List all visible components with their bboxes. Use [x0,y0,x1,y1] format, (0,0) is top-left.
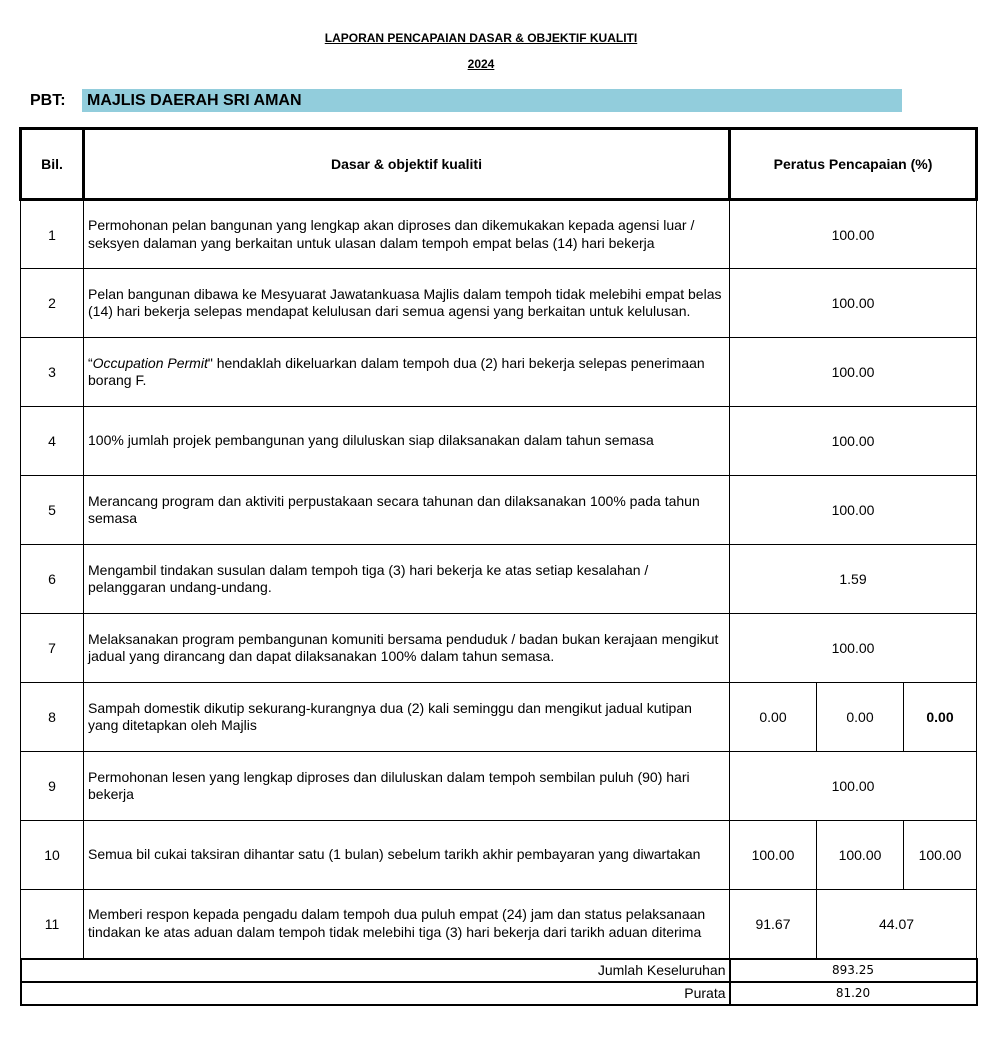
row-description: “Occupation Permit" hendaklah dikeluarkan dalam tempoh dua (2) hari bekerja selepas penerimaan borang F. [84,338,730,407]
row-value-2: 0.00 [817,683,904,752]
row-value: 100.00 [730,752,977,821]
row-value: 100.00 [730,614,977,683]
row-description: 100% jumlah projek pembangunan yang diluluskan siap dilaksanakan dalam tahun semasa [84,407,730,476]
row-value: 100.00 [730,269,977,338]
row-number: 7 [21,614,84,683]
row-number: 9 [21,752,84,821]
average-label: Purata [21,982,730,1005]
table-row [21,200,977,269]
average-value: 81.20 [730,982,977,1005]
col-header-bil: Bil. [21,129,84,200]
row-number: 11 [21,890,84,959]
row-value: 100.00 [730,476,977,545]
table-row [21,407,977,476]
row-value-3: 100.00 [904,821,977,890]
table-row [21,890,977,959]
table-row [21,683,977,752]
row-description: Permohonan pelan bangunan yang lengkap akan diproses dan dikemukakan kepada agensi luar / seksyen dalaman yang berkaitan untuk ulasan dalam tempoh empat belas (14) hari bekerja [84,200,730,269]
row-number: 10 [21,821,84,890]
average-row [21,982,977,1005]
row-value: 100.00 [730,200,977,269]
row-value-2: 100.00 [817,821,904,890]
row-number: 8 [21,683,84,752]
table-row [21,614,977,683]
row-number: 4 [21,407,84,476]
row-number: 2 [21,269,84,338]
total-label: Jumlah Keseluruhan [21,959,730,982]
table-row [21,269,977,338]
table-row [21,752,977,821]
row-description: Merancang program dan aktiviti perpustakaan secara tahunan dan dilaksanakan 100% pada tahun semasa [84,476,730,545]
occupation-permit-term: Occupation Permit [92,354,208,371]
row-number: 3 [21,338,84,407]
row-number: 1 [21,200,84,269]
row-value-1: 100.00 [730,821,817,890]
row-number: 5 [21,476,84,545]
table-row [21,338,977,407]
row-description: Permohonan lesen yang lengkap diproses dan diluluskan dalam tempoh sembilan puluh (90) hari bekerja [84,752,730,821]
row-value-1: 91.67 [730,890,817,959]
row-value-2: 44.07 [817,890,977,959]
row-description: Sampah domestik dikutip sekurang-kurangnya dua (2) kali seminggu dan mengikut jadual kutipan yang ditetapkan oleh Majlis [84,683,730,752]
table-row [21,545,977,614]
row-value-3: 0.00 [904,683,977,752]
row-description: Melaksanakan program pembangunan komuniti bersama penduduk / badan bukan kerajaan mengikut jadual yang dirancang dan dapat dilaksanakan 100% dalam tahun semasa. [84,614,730,683]
quality-objectives-table [19,127,978,1006]
row-description: Mengambil tindakan susulan dalam tempoh tiga (3) hari bekerja ke atas setiap kesalahan / pelanggaran undang-undang. [84,545,730,614]
total-row [21,959,977,982]
row-value: 1.59 [730,545,977,614]
table-row [21,476,977,545]
pbt-label: PBT: [30,92,66,109]
col-header-desc: Dasar & objektif kualiti [84,129,730,200]
row-value-1: 0.00 [730,683,817,752]
total-value: 893.25 [730,959,977,982]
row-number: 6 [21,545,84,614]
table-header-row [21,129,977,200]
pbt-name: MAJLIS DAERAH SRI AMAN [82,89,902,112]
row-value: 100.00 [730,338,977,407]
report-title: LAPORAN PENCAPAIAN DASAR & OBJEKTIF KUALITI [324,31,638,45]
row-description: Pelan bangunan dibawa ke Mesyuarat Jawatankuasa Majlis dalam tempoh tidak melebihi empat belas (14) hari bekerja selepas mendapat kelulusan dari semua agensi yang berkaitan untuk kelulusan. [84,269,730,338]
row-value: 100.00 [730,407,977,476]
row-description: Semua bil cukai taksiran dihantar satu (1 bulan) sebelum tarikh akhir pembayaran yang diwartakan [84,821,730,890]
report-year: 2024 [467,57,495,71]
row-description: Memberi respon kepada pengadu dalam tempoh dua puluh empat (24) jam dan status pelaksanaan tindakan ke atas aduan dalam tempoh tidak melebihi tiga (3) hari bekerja dari tarikh aduan diterima [84,890,730,959]
row-description-rest: " hendaklah dikeluarkan dalam tempoh dua (2) hari bekerja selepas penerimaan borang F. [88,354,705,388]
col-header-pct: Peratus Pencapaian (%) [730,129,977,200]
table-row [21,821,977,890]
